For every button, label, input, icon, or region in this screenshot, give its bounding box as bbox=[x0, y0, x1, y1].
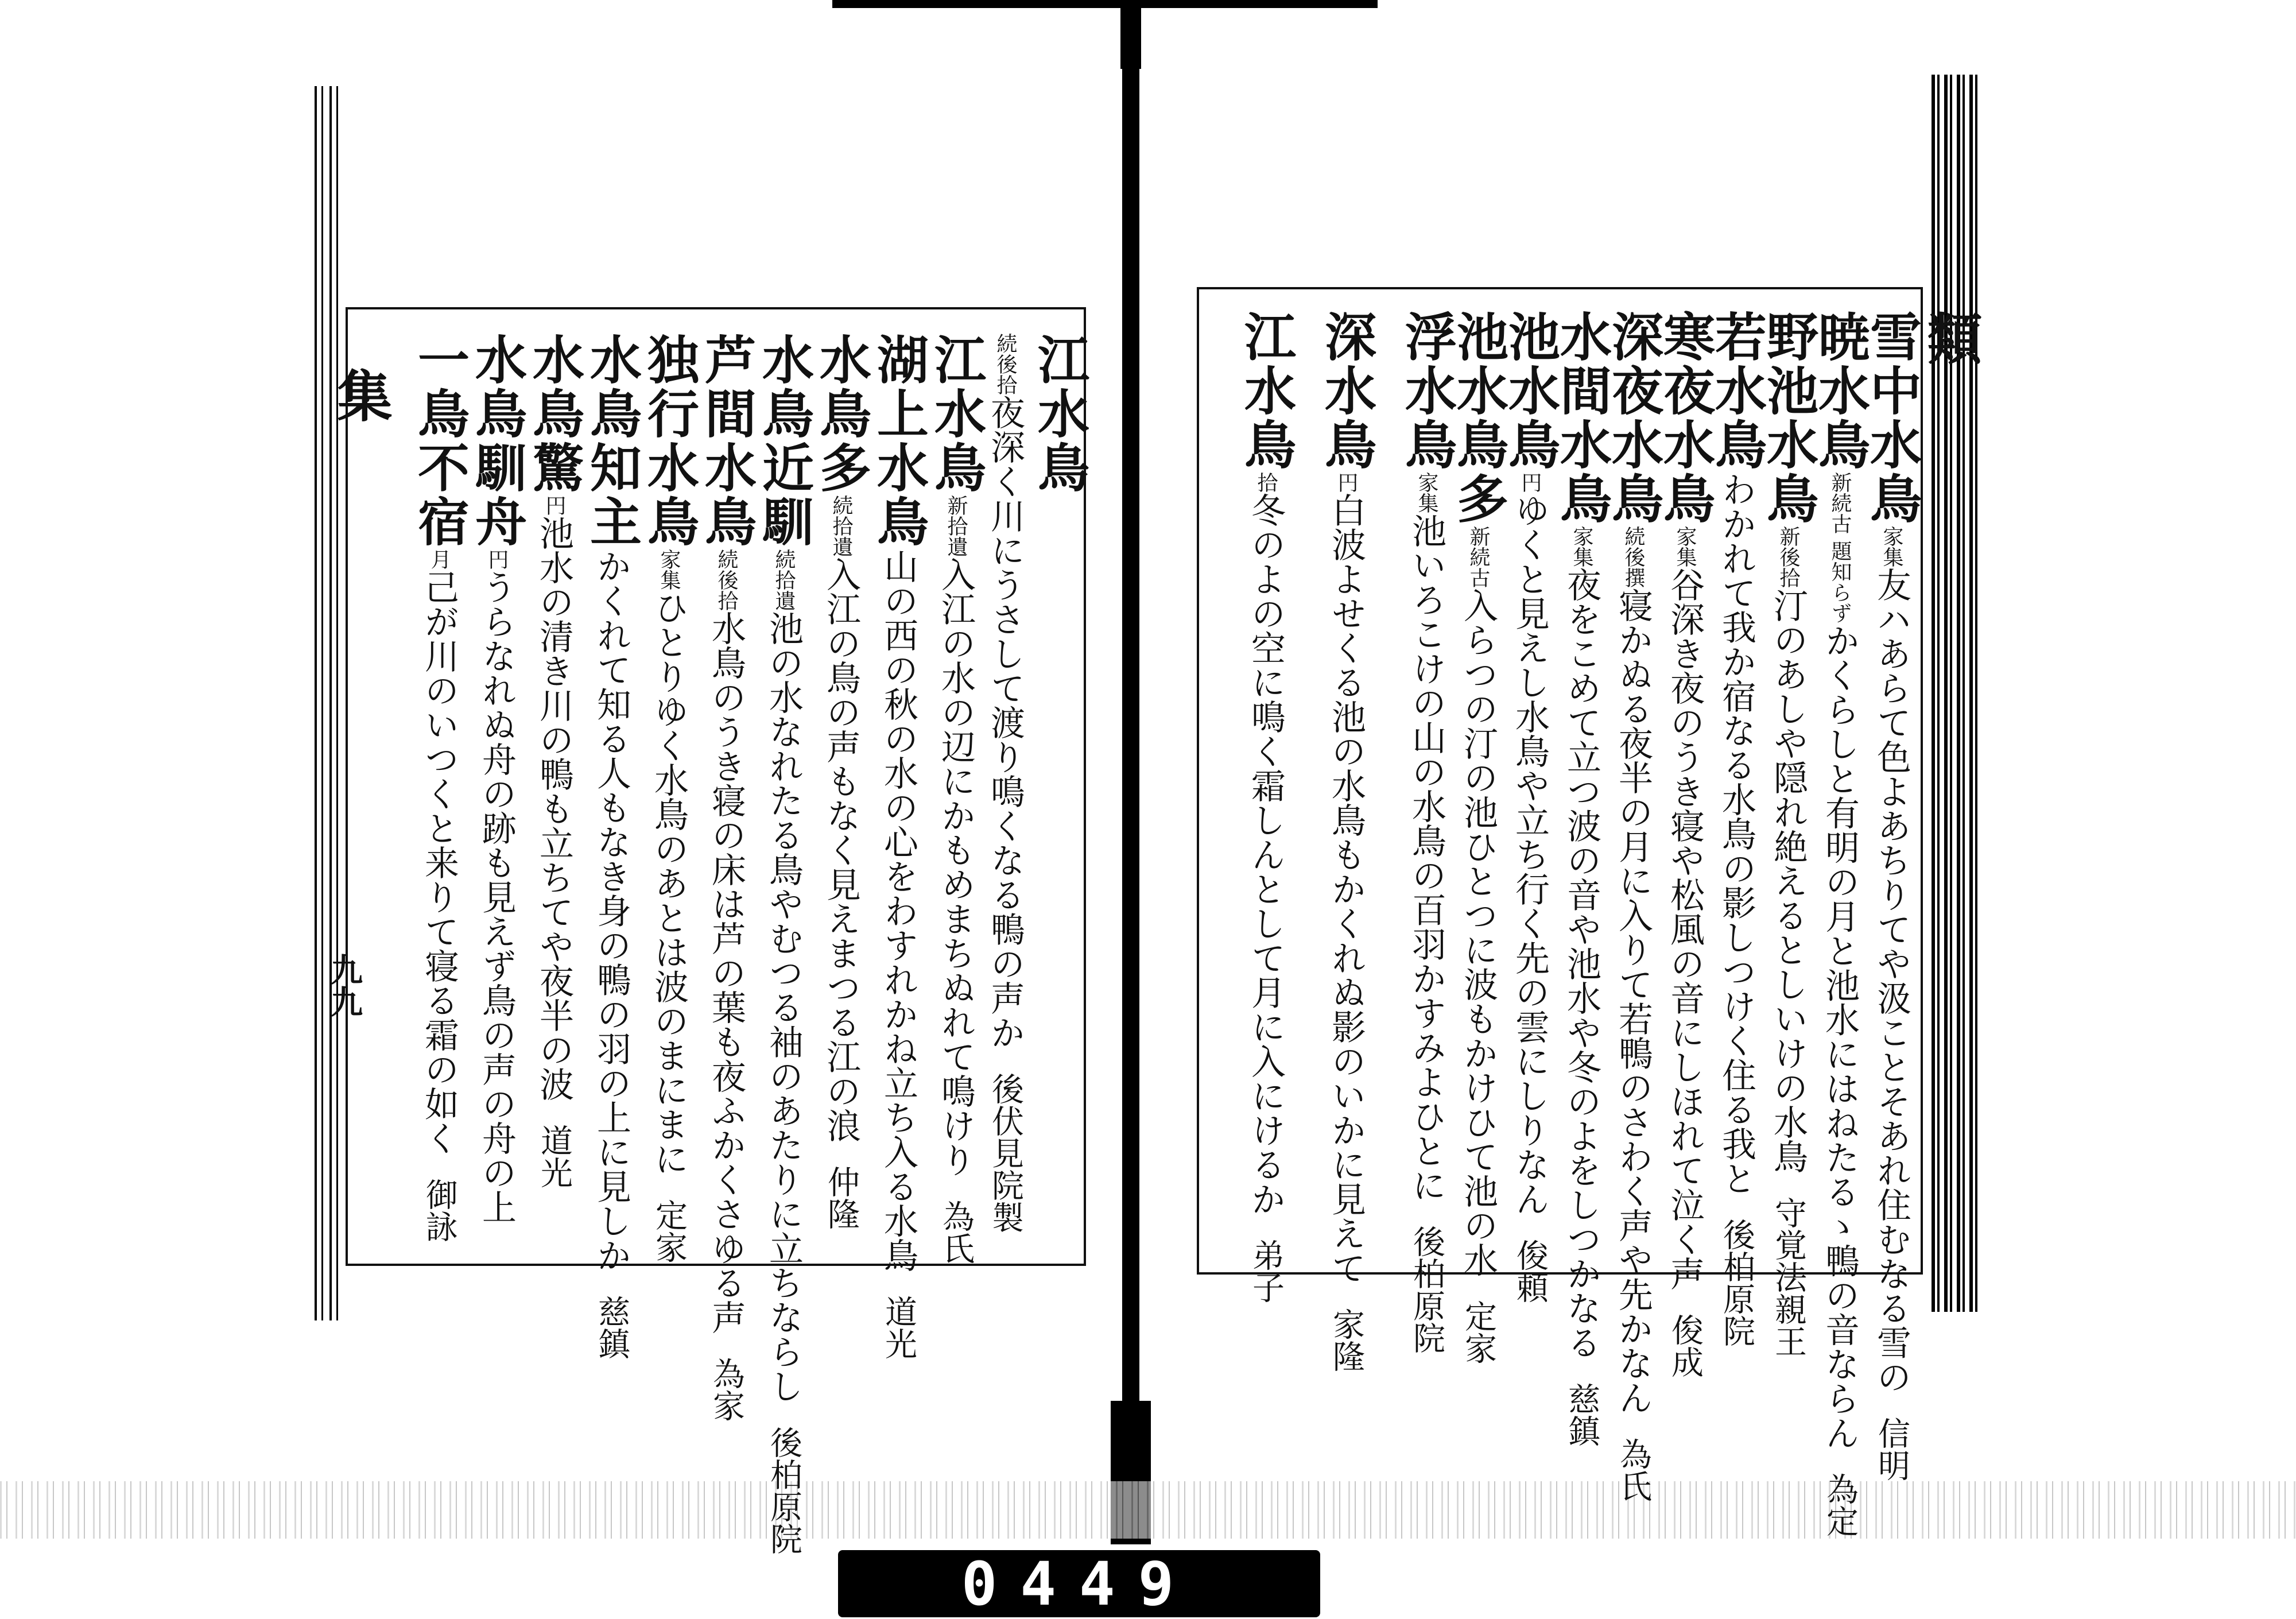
right-page-header: 類 bbox=[1918, 310, 1983, 369]
poem-column: 湖上水鳥山の西の秋の水の心をわすれかね立ち入る水鳥道光 bbox=[868, 333, 929, 1360]
poem-column: 江水鳥 bbox=[1029, 333, 1089, 495]
scan-top-bar bbox=[832, 0, 1378, 8]
poem-column: 江水鳥新拾遺入江の水の辺にかもめまちぬれて鳴けり為氏 bbox=[925, 333, 986, 1264]
poem-column: 一鳥不宿月己が川のいつくと来りて寝る霜の如く御詠 bbox=[409, 333, 470, 1242]
frame-number: 0449 bbox=[961, 1548, 1197, 1619]
left-folio-number: 九九 bbox=[325, 953, 363, 1017]
poem-column: 野池水鳥新後拾汀のあしや隠れ絶えるとしいけの水鳥守覚法親王 bbox=[1758, 310, 1818, 1357]
poem-column: 深水鳥円白波よせくる池の水鳥もかくれぬ影のいかに見えて家隆 bbox=[1316, 310, 1376, 1372]
poem-column: 池水鳥多新続古入らつの汀の池ひとつに波もかけひて池の水定家 bbox=[1448, 310, 1508, 1364]
left-page-edge bbox=[315, 86, 339, 1320]
poem-column: 暁水鳥新続古 題知らずかくらしと有明の月と池水にはねたるゝ鴨の音ならん為定 bbox=[1809, 310, 1870, 1537]
poem-column: 水間水鳥家集夜をこめて立つ波の音や池水や冬のよをしつかなる慈鎮 bbox=[1551, 310, 1612, 1447]
poem-column: 浮水鳥家集池いろこけの山の水鳥の百羽かすみよひとに後柏原院 bbox=[1396, 310, 1457, 1354]
right-page-edge bbox=[1932, 75, 1980, 1312]
poem-column: 芦間水鳥続後拾水鳥のうき寝の床は芦の葉も夜ふかくさゆる声為家 bbox=[696, 333, 757, 1422]
poem-column: 続後拾夜深く川にうさして渡り鳴くなる鴨の声か後伏見院製 bbox=[985, 333, 1025, 1233]
frame-number-badge bbox=[838, 1550, 1320, 1617]
binding-spine bbox=[1122, 0, 1139, 1539]
poem-column: 水鳥馴舟円うらなれぬ舟の跡も見えず鳥の声の舟の上 bbox=[466, 333, 527, 1224]
poem-column: 深夜水鳥続後撰寝かぬる夜半の月に入りて若鴨のさわく声や先かなん為氏 bbox=[1603, 310, 1663, 1502]
poem-column: 水鳥近馴続拾遺池の水なれたる鳥やむつる袖のあたりに立ちならし後柏原院 bbox=[753, 333, 814, 1555]
poem-column: 池水鳥円ゆくと見えし水鳥や立ち行く先の雲にしりなん俊頼 bbox=[1499, 310, 1560, 1303]
poem-column: 若水鳥わかれて我か宿なる水鳥の影しつけく住る我と後柏原院 bbox=[1706, 310, 1767, 1347]
left-page-header: 集 bbox=[328, 367, 393, 426]
poem-column: 雪中水鳥家集友ハあらて色よあちりてや汲ことそあれ住むなる雪の信明 bbox=[1861, 310, 1922, 1481]
poem-column: 江水鳥拾冬のよの空に鳴く霜しんとして月に入にけるか弟子 bbox=[1235, 310, 1296, 1303]
poem-column: 独行水鳥家集ひとりゆく水鳥のあとは波のまにまに定家 bbox=[638, 333, 699, 1263]
poem-column: 水鳥多続拾遺入江の鳥の声もなく見えまつる江の浪仲隆 bbox=[810, 333, 871, 1230]
poem-column: 寒夜水鳥家集谷深き夜のうき寝や松風の音にしほれて泣く声俊成 bbox=[1654, 310, 1715, 1378]
poem-column: 水鳥驚円池水の清き川の鴨も立ちてや夜半の波道光 bbox=[523, 333, 584, 1188]
scan-shadow bbox=[0, 1481, 2296, 1539]
poem-column: 水鳥知主かくれて知る人もなき身の鴨の羽の上に見しか慈鎮 bbox=[581, 333, 642, 1360]
